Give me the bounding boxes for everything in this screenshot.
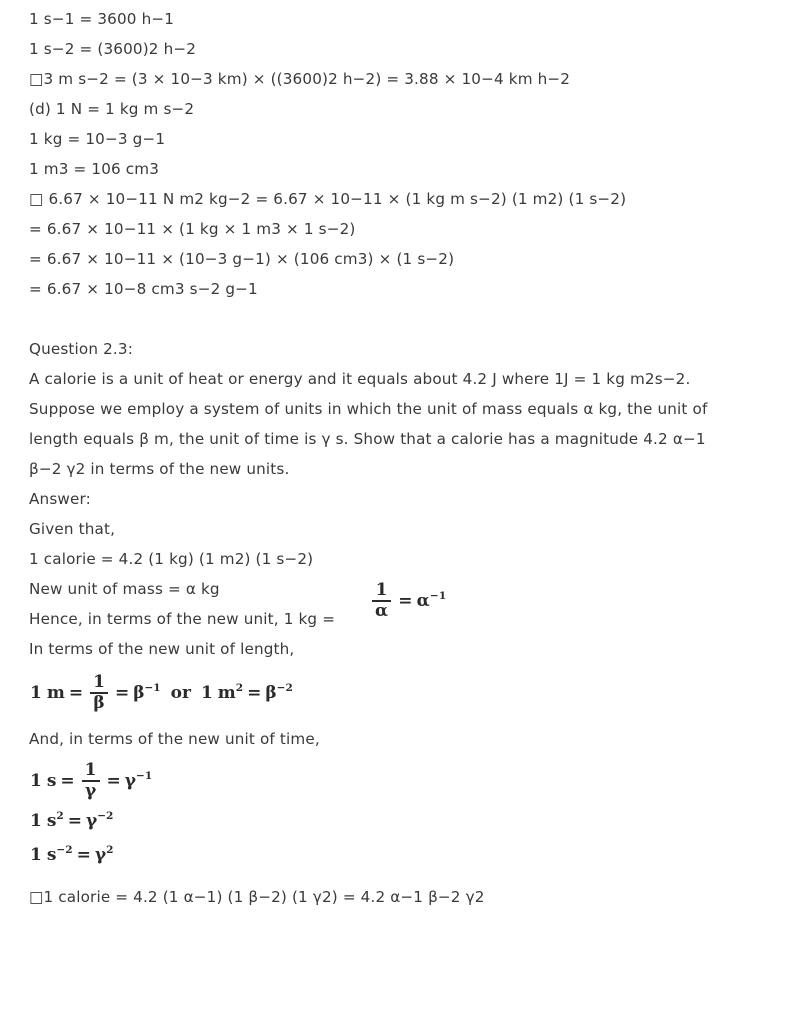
text-line: □3 m s−2 = (3 × 10−3 km) × ((3600)2 h−2) = 3.88 × 10−4 km h−2	[29, 70, 571, 88]
conclusion-line: □1 calorie = 4.2 (1 α−1) (1 β−2) (1 γ2) = 4.2 α−1 β−2 γ2	[29, 888, 485, 906]
text-line: (d) 1 N = 1 kg m s−2	[29, 100, 195, 118]
question-text-line: length equals β m, the unit of time is γ s. Show that a calorie has a magnitude 4.2 α−1	[29, 430, 706, 448]
fraction-denominator: α	[375, 600, 389, 621]
time-lhs-value: 1	[30, 771, 42, 791]
question-label: Question 2.3:	[29, 340, 133, 358]
fraction-one-over-alpha	[372, 582, 391, 620]
text-line: = 6.67 × 10−8 cm3 s−2 g−1	[29, 280, 258, 298]
question-section	[29, 334, 789, 484]
gamma-symbol: γ	[94, 845, 107, 865]
equals-sign: =	[114, 683, 130, 703]
hence-text: Hence, in terms of the new unit, 1 kg =	[29, 610, 336, 628]
fraction-one-over-gamma	[82, 762, 100, 800]
fraction-denominator: γ	[84, 780, 97, 801]
question-text-line: β−2 γ2 in terms of the new units.	[29, 460, 290, 478]
beta-symbol: β	[265, 683, 277, 703]
equation-length: 1 m = $\frac{1}{\beta}$ = β −1 or 1 m 2 = β −2	[30, 670, 293, 716]
beta-symbol: β	[133, 683, 145, 703]
text-line: 1 m3 = 106 cm3	[29, 160, 160, 178]
top-section	[29, 0, 789, 304]
equals-sign: =	[76, 845, 91, 865]
equation-time-squared: 1 s 2 = γ −2	[30, 806, 113, 836]
equation-row-length	[29, 670, 789, 716]
equals-sign: =	[68, 683, 84, 703]
answer-section	[29, 484, 789, 664]
text-line: 1 s−1 = 3600 h−1	[29, 10, 175, 28]
gamma-symbol: γ	[86, 811, 98, 831]
length-alt-value: 1	[200, 683, 213, 703]
conjunction-or: or	[170, 683, 191, 703]
time-lhs-unit: s	[46, 771, 57, 791]
length-intro-line: In terms of the new unit of length,	[29, 640, 295, 658]
equation-row-time-1	[29, 758, 789, 804]
equals-sign: =	[106, 771, 121, 791]
equals-sign: =	[247, 683, 262, 703]
fraction-numerator: 1	[84, 760, 97, 781]
question-text-line: Suppose we employ a system of units in which the unit of mass equals α kg, the unit of	[29, 400, 708, 418]
length-lhs-unit: m	[46, 683, 65, 703]
section-spacer	[29, 304, 789, 334]
text-line: □ 6.67 × 10−11 N m2 kg−2 = 6.67 × 10−11 × (1 kg m s−2) (1 m2) (1 s−2)	[29, 190, 627, 208]
calorie-definition-line: 1 calorie = 4.2 (1 kg) (1 m2) (1 s−2)	[29, 550, 314, 568]
equals-sign: =	[60, 771, 75, 791]
text-line: 1 kg = 10−3 g−1	[29, 130, 166, 148]
equals-sign: =	[67, 811, 82, 831]
text-line: = 6.67 × 10−11 × (1 kg × 1 m3 × 1 s−2)	[29, 220, 356, 238]
new-unit-mass-line: New unit of mass = α kg	[29, 580, 220, 598]
fraction-numerator: 1	[375, 580, 388, 600]
length-lhs-value: 1	[30, 683, 42, 703]
time-lhs-unit: s	[46, 811, 57, 831]
equals-sign: =	[398, 590, 413, 611]
fraction-numerator: 1	[93, 672, 105, 693]
question-text-line: A calorie is a unit of heat or energy and it equals about 4.2 J where 1J = 1 kg m2s−2.	[29, 370, 691, 388]
equation-row-time-3	[29, 838, 789, 872]
equation-mass-inverse: $\frac{1}{\alpha}$ = α −1	[369, 582, 446, 620]
given-label: Given that,	[29, 520, 116, 538]
time-lhs-value: 1	[30, 811, 42, 831]
equation-row-time-2	[29, 804, 789, 838]
text-line: 1 s−2 = (3600)2 h−2	[29, 40, 197, 58]
gamma-symbol: γ	[124, 771, 136, 791]
fraction-denominator: β	[93, 692, 105, 713]
text-line: = 6.67 × 10−11 × (10−3 g−1) × (106 cm3) × (1 s−2)	[29, 250, 455, 268]
time-lhs-unit: s	[46, 845, 57, 865]
alpha-symbol: α	[416, 590, 430, 611]
equation-time-inverse-squared: 1 s −2 = γ 2	[30, 840, 113, 870]
length-alt-unit: m	[217, 683, 236, 703]
document-content	[29, 0, 789, 912]
fraction-one-over-beta	[90, 674, 108, 712]
time-intro-line: And, in terms of the new unit of time,	[29, 730, 320, 748]
equation-time-inverse: 1 s = $\frac{1}{\gamma}$ = γ −1	[30, 758, 152, 804]
answer-label: Answer:	[29, 490, 91, 508]
time-lhs-value: 1	[30, 845, 42, 865]
